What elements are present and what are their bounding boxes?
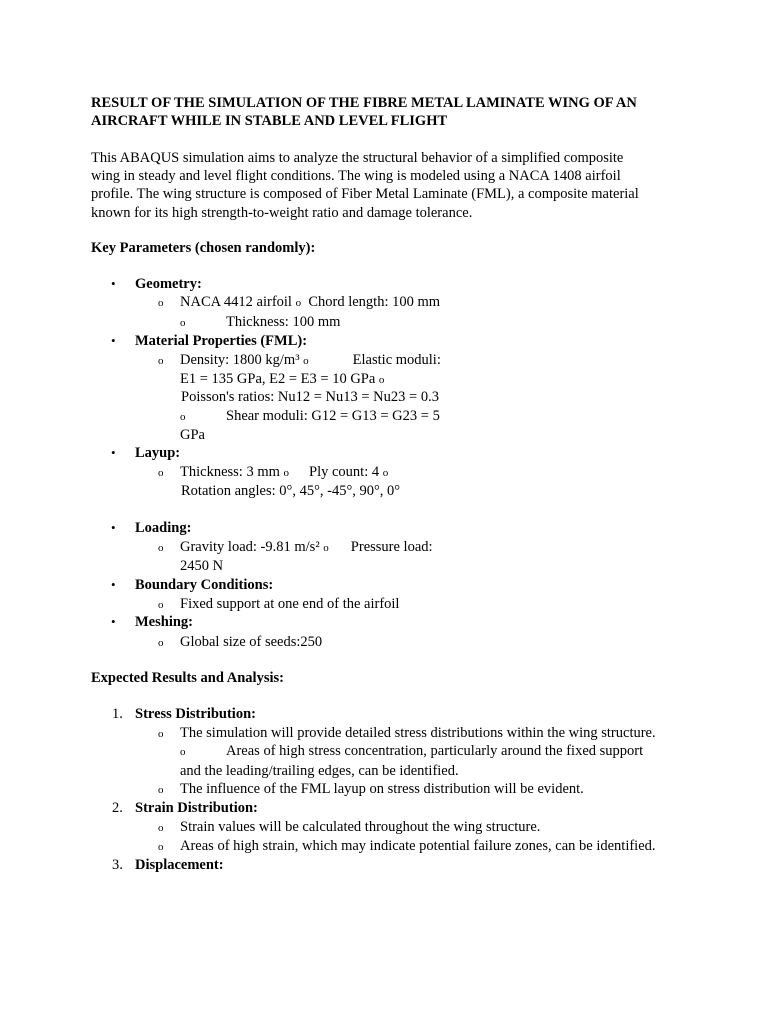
- loading-item-line-1: Gravity load: -9.81 m/s² o Pressure load:: [180, 539, 433, 555]
- sub-bullet-marker: o: [158, 841, 164, 853]
- list-number: 2.: [112, 800, 123, 816]
- stress-item-line-4: The influence of the FML layup on stress distribution will be evident.: [180, 781, 584, 797]
- sub-bullet-marker: o: [180, 317, 186, 329]
- bullet-marker: •: [111, 520, 116, 535]
- strain-item-line-2: Areas of high strain, which may indicate potential failure zones, can be identified.: [180, 838, 656, 854]
- sub-bullet-marker: o: [180, 411, 186, 423]
- sub-bullet-marker: o: [180, 746, 186, 758]
- sub-bullet-marker: o: [158, 467, 164, 479]
- key-parameters-heading: Key Parameters (chosen randomly):: [91, 240, 316, 256]
- sub-bullet-marker: o: [158, 822, 164, 834]
- bullet-marker: •: [111, 333, 116, 348]
- stress-item-line-1: The simulation will provide detailed stress distributions within the wing structure.: [180, 725, 656, 741]
- bullet-marker: •: [111, 276, 116, 291]
- sub-bullet-marker: o: [158, 728, 164, 740]
- layup-item-line-2: Rotation angles: 0°, 45°, -45°, 90°, 0°: [181, 483, 401, 499]
- sub-bullet-marker: o: [158, 355, 164, 367]
- intro-line-2: wing in steady and level flight conditions. The wing is modeled using a NACA 1408 airfoil: [91, 168, 621, 184]
- strain-distribution-label: Strain Distribution:: [135, 800, 258, 816]
- geometry-item-line-2: Thickness: 100 mm: [226, 314, 341, 330]
- meshing-item-line-1: Global size of seeds:250: [180, 634, 323, 650]
- material-item-line-5: GPa: [180, 427, 205, 443]
- intro-line-4: known for its high strength-to-weight ratio and damage tolerance.: [91, 205, 473, 221]
- intro-line-1: This ABAQUS simulation aims to analyze the structural behavior of a simplified composite: [91, 150, 624, 166]
- bullet-marker: •: [111, 577, 116, 592]
- strain-item-line-1: Strain values will be calculated throughout the wing structure.: [180, 819, 541, 835]
- stress-item-line-3: and the leading/trailing edges, can be identified.: [180, 763, 459, 779]
- boundary-conditions-label: Boundary Conditions:: [135, 577, 274, 593]
- document-title-line-1: RESULT OF THE SIMULATION OF THE FIBRE METAL LAMINATE WING OF AN: [91, 95, 637, 111]
- sub-bullet-marker: o: [158, 542, 164, 554]
- loading-label: Loading:: [135, 520, 192, 536]
- sub-bullet-marker: o: [158, 784, 164, 796]
- sub-bullet-marker: o: [158, 637, 164, 649]
- material-item-line-3: Poisson's ratios: Nu12 = Nu13 = Nu23 = 0.3: [181, 389, 439, 405]
- boundary-item-line-1: Fixed support at one end of the airfoil: [180, 596, 400, 612]
- material-properties-label: Material Properties (FML):: [135, 333, 308, 349]
- meshing-label: Meshing:: [135, 614, 193, 630]
- expected-results-heading: Expected Results and Analysis:: [91, 670, 284, 686]
- material-item-line-4: Shear moduli: G12 = G13 = G23 = 5: [226, 408, 440, 424]
- loading-item-line-2: 2450 N: [180, 558, 224, 574]
- layup-label: Layup:: [135, 445, 181, 461]
- layup-item-line-1: Thickness: 3 mm o Ply count: 4 o: [180, 464, 389, 480]
- stress-item-line-2: Areas of high stress concentration, particularly around the fixed support: [226, 743, 644, 759]
- bullet-marker: •: [111, 445, 116, 460]
- document-title-line-2: AIRCRAFT WHILE IN STABLE AND LEVEL FLIGHT: [91, 113, 448, 129]
- intro-line-3: profile. The wing structure is composed of Fiber Metal Laminate (FML), a composite material: [91, 186, 639, 202]
- geometry-item-line-1: NACA 4412 airfoil o Chord length: 100 mm: [180, 294, 441, 310]
- geometry-label: Geometry:: [135, 276, 202, 292]
- stress-distribution-label: Stress Distribution:: [135, 706, 256, 722]
- material-item-line-2: E1 = 135 GPa, E2 = E3 = 10 GPa o: [180, 371, 385, 387]
- sub-bullet-marker: o: [158, 599, 164, 611]
- displacement-label: Displacement:: [135, 857, 224, 873]
- material-item-line-1: Density: 1800 kg/m³ o Elastic moduli:: [180, 352, 441, 368]
- list-number: 3.: [112, 857, 123, 873]
- sub-bullet-marker: o: [158, 297, 164, 309]
- bullet-marker: •: [111, 614, 116, 629]
- list-number: 1.: [112, 706, 123, 722]
